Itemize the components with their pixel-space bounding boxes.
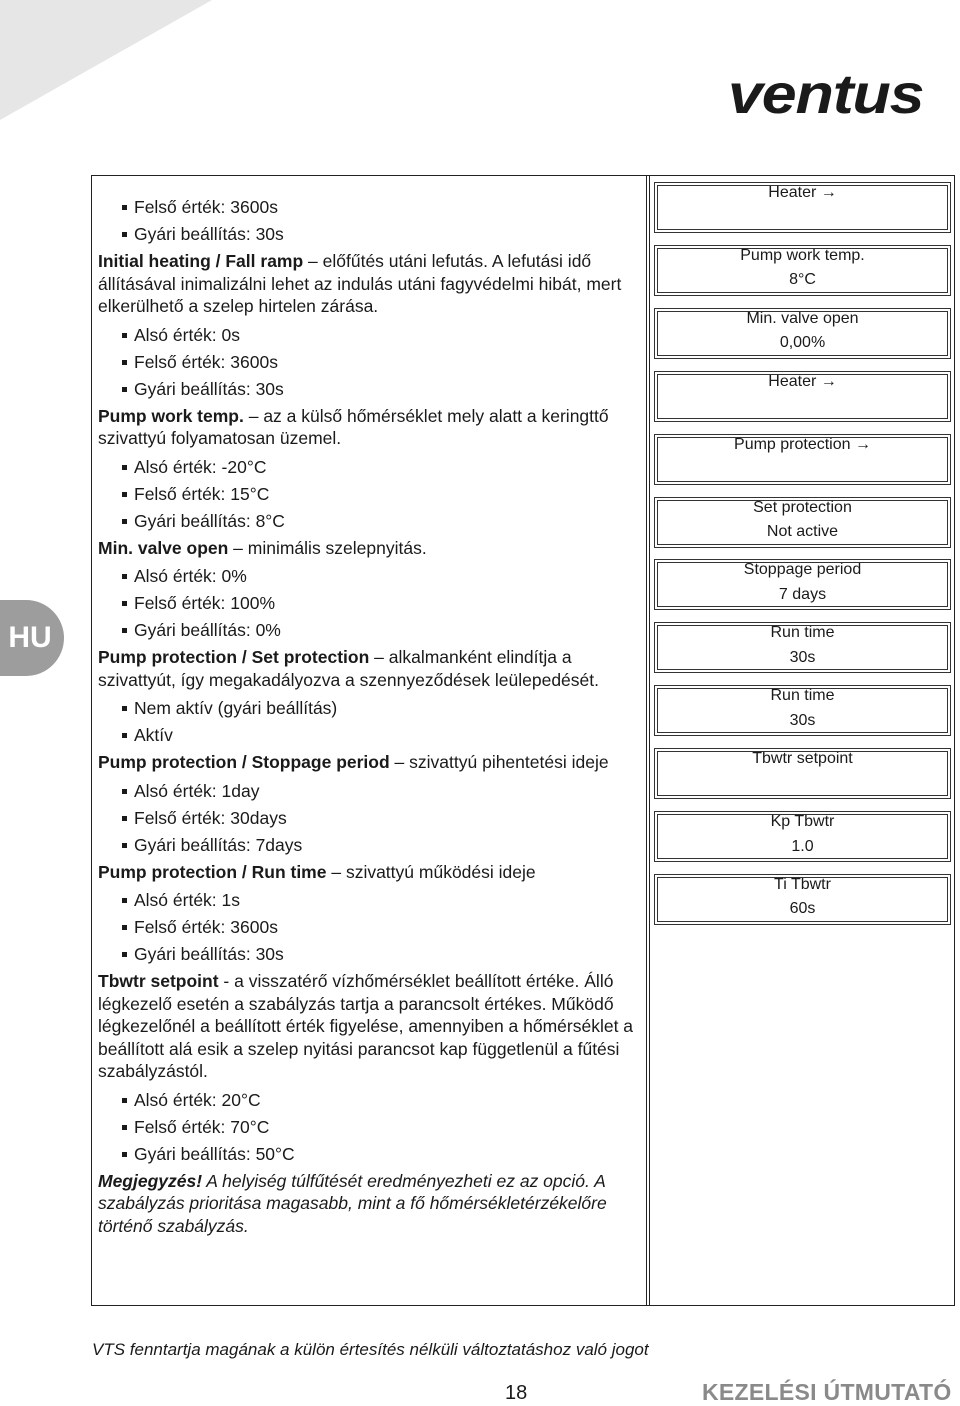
- menu-box-label: Heater →: [768, 184, 837, 201]
- bullet-item: [98, 223, 643, 246]
- ventus-logo: ventus: [728, 62, 924, 125]
- menu-box-label: Pump work temp.: [740, 246, 865, 264]
- bullet-text: Felső érték: 15°C: [134, 483, 270, 504]
- description-column: [98, 196, 643, 1243]
- parameter-name: Pump work temp.: [98, 405, 244, 426]
- bullet-item: [98, 1089, 643, 1112]
- bullet-item: [98, 565, 643, 588]
- menu-box-value: 30s: [789, 648, 816, 666]
- bullet-item: [98, 697, 643, 720]
- menu-box: [654, 245, 951, 296]
- bullet-item: [98, 592, 643, 615]
- menu-box: [654, 371, 951, 422]
- parameter-description: - a visszatérő vízhőmérséklet beállított értéke. Álló légkezelő esetén a szabályzás tartja a parancsolt értékes. Működő légkezelőnél a beállított érték figyelése, amennyiben a hőmérséklet a beállított alá esik a szelep nyitási parancsot kap függetlenül a fűtési szabályzástól.: [98, 971, 634, 1081]
- menu-box-label: Heater →: [768, 372, 837, 390]
- parameter-description: – szivattyú működési ideje: [326, 861, 536, 882]
- bullet-text: Felső érték: 30days: [134, 807, 287, 828]
- menu-box: [654, 559, 951, 610]
- parameter-name: Megjegyzés!: [98, 1170, 203, 1191]
- parameter-paragraph: [98, 646, 643, 691]
- bullet-text: Gyári beállítás: 8°C: [134, 510, 285, 531]
- menu-box-value: 30s: [789, 711, 816, 729]
- bullet-text: Alsó érték: 1day: [134, 780, 260, 801]
- bullet-item: [98, 196, 643, 219]
- bullet-text: Gyári beállítás: 30s: [134, 944, 284, 964]
- menu-box-value: 60s: [789, 900, 816, 918]
- menu-box-label: Run time: [770, 624, 835, 642]
- bullet-item: [98, 619, 643, 642]
- parameter-description: A helyiség túlfűtését eredményezheti ez az opció. A szabályzás prioritása magasabb, mint a fő hőmérsékletérzékelőre történő szabályzás.: [98, 1170, 607, 1236]
- parameter-name: Initial heating / Fall ramp: [98, 251, 304, 271]
- bullet-text: Felső érték: 100%: [134, 593, 276, 613]
- footer-disclaimer: VTS fenntartja magának a külön értesítés nélküli változtatáshoz való jogot: [92, 1340, 649, 1359]
- bullet-item: [98, 1143, 643, 1166]
- menu-box-value: 7 days: [778, 585, 827, 603]
- menu-box: [654, 497, 951, 548]
- menu-box-label: Tbwtr setpoint: [752, 750, 853, 768]
- parameter-paragraph: [98, 405, 643, 450]
- parameter-paragraph: [98, 537, 643, 560]
- parameter-paragraph: [98, 250, 643, 318]
- bullet-text: Felső érték: 3600s: [134, 351, 278, 372]
- menu-box: [654, 874, 951, 925]
- bullet-item: [98, 834, 643, 857]
- menu-box-value: 8°C: [789, 271, 816, 289]
- menu-box-label: Pump protection →: [734, 435, 871, 453]
- parameter-name: Min. valve open: [98, 537, 229, 558]
- bullet-text: Alsó érték: 0s: [134, 324, 241, 345]
- parameter-description: – előfűtés utáni lefutás. A lefutási idő állításával inimalizálni lehet az indulás utáni fagyvédelmi hibát, mert elkerülhető a szelep hirtelen zárása.: [98, 251, 622, 316]
- bullet-item: [98, 483, 643, 506]
- bullet-item: [98, 378, 643, 401]
- menu-box-label: Run time: [770, 687, 835, 705]
- bullet-item: [98, 889, 643, 912]
- bullet-item: [98, 807, 643, 830]
- bullet-text: Felső érték: 70°C: [134, 1116, 270, 1137]
- bullet-text: Alsó érték: -20°C: [134, 456, 267, 477]
- menu-box-label: Stoppage period: [743, 561, 862, 579]
- parameter-name: Pump protection / Set protection: [98, 647, 370, 667]
- note-paragraph: [98, 1170, 643, 1238]
- parameter-name: Pump protection / Stoppage period: [98, 752, 390, 772]
- parameter-name: Tbwtr setpoint: [98, 971, 219, 991]
- menu-box-value: 1.0: [791, 837, 814, 855]
- bullet-text: Felső érték: 3600s: [134, 197, 278, 217]
- bullet-item: [98, 324, 643, 347]
- menu-box-label: Min. valve open: [746, 309, 859, 327]
- bullet-text: Alsó érték: 20°C: [134, 1089, 261, 1110]
- bullet-text: Gyári beállítás: 30s: [134, 378, 284, 399]
- bullet-item: [98, 351, 643, 374]
- corner-decoration: [0, 0, 215, 125]
- bullet-text: Alsó érték: 1s: [134, 890, 241, 910]
- page-number: 18: [505, 1382, 528, 1404]
- bullet-item: [98, 780, 643, 803]
- bullet-text: Gyári beállítás: 30s: [134, 224, 284, 244]
- parameter-description: – szivattyú pihentetési ideje: [389, 752, 609, 772]
- manual-title: KEZELÉSI ÚTMUTATÓ: [702, 1379, 952, 1405]
- bullet-item: [98, 724, 643, 747]
- parameter-paragraph: [98, 751, 643, 774]
- menu-box-label: Ti Tbwtr: [774, 875, 831, 893]
- parameter-description: – minimális szelepnyitás.: [228, 537, 427, 558]
- menu-box: [654, 182, 951, 233]
- menu-box: [654, 308, 951, 359]
- menu-box-value: Not active: [766, 523, 839, 540]
- menu-box: [654, 434, 951, 485]
- column-divider: [646, 175, 650, 1306]
- parameter-name: Pump protection / Run time: [98, 861, 327, 882]
- menu-box: [654, 685, 951, 736]
- menu-box: [654, 622, 951, 673]
- menu-box: [654, 748, 951, 799]
- bullet-text: Gyári beállítás: 50°C: [134, 1143, 295, 1164]
- bullet-text: Alsó érték: 0%: [134, 566, 247, 586]
- bullet-text: Aktív: [134, 725, 173, 745]
- bullet-item: [98, 510, 643, 533]
- bullet-item: [98, 1116, 643, 1139]
- bullet-item: [98, 943, 643, 966]
- bullet-item: [98, 456, 643, 479]
- bullet-text: Gyári beállítás: 7days: [134, 834, 303, 855]
- parameter-paragraph: [98, 861, 643, 884]
- bullet-text: Nem aktív (gyári beállítás): [134, 698, 338, 718]
- menu-box-label: Set protection: [753, 498, 852, 516]
- parameter-description: – az a külső hőmérséklet mely alatt a keringttő szivattyú folyamatosan üzemel.: [98, 405, 609, 448]
- bullet-text: Gyári beállítás: 0%: [134, 620, 281, 640]
- parameter-paragraph: [98, 970, 643, 1083]
- menu-box: [654, 811, 951, 862]
- menu-box-value: 0,00%: [779, 334, 826, 352]
- parameter-description: – alkalmanként elindítja a szivattyút, így megakadályozva a szennyeződések leülepedését.: [98, 647, 599, 690]
- bullet-item: [98, 916, 643, 939]
- menu-box-label: Kp Tbwtr: [770, 813, 835, 830]
- language-tab-hu: HU: [0, 600, 64, 676]
- bullet-text: Felső érték: 3600s: [134, 917, 278, 937]
